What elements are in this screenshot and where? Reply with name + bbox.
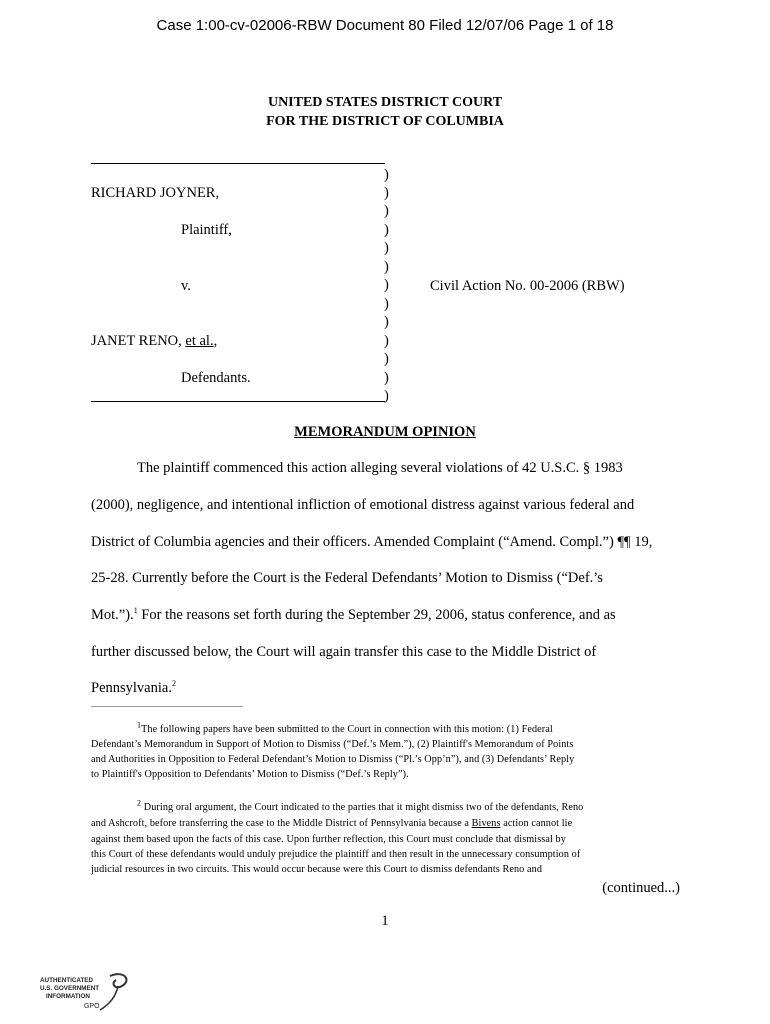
body-line (91, 680, 176, 697)
footnote-line: against them based upon the facts of this case. Upon further reflection, this Court must conclude that dismissal by (91, 834, 566, 845)
body-line-text: Mot.”). (91, 607, 134, 623)
defendant-comma: , (213, 333, 218, 349)
page-number: 1 (381, 913, 389, 929)
seal-line3: INFORMATION (46, 993, 90, 1000)
footnote-ref-1: 1 (133, 606, 138, 616)
gpo-authenticated-seal (40, 970, 132, 1014)
caption-paren: ) (384, 333, 389, 349)
seal-line4: GPO (84, 1003, 100, 1010)
continued-marker: (continued...) (602, 880, 680, 896)
footnote-line: to Plaintiff's Opposition to Defendants’ Motion to Dismiss (“Def.’s Reply”). (91, 769, 409, 780)
footnote-text: The following papers have been submitted to the Court in connection with this motion: (1) Federal (141, 724, 553, 735)
body-line: further discussed below, the Court will again transfer this case to the Middle District of (91, 644, 597, 660)
caption-paren: ) (384, 351, 389, 367)
caption-paren: ) (384, 277, 389, 293)
court-name-line2: FOR THE DISTRICT OF COLUMBIA (266, 114, 504, 129)
footnote-line (91, 818, 572, 829)
body-line (91, 607, 616, 624)
caption-paren: ) (384, 296, 389, 312)
footnote-ref-2: 2 (171, 679, 176, 689)
civil-action-number: Civil Action No. 00-2006 (RBW) (430, 278, 625, 294)
caption-top-rule (91, 163, 385, 164)
footnote-text: action cannot lie (500, 818, 573, 829)
plaintiff-name: RICHARD JOYNER, (91, 185, 220, 201)
footnote-text: During oral argument, the Court indicated to the parties that it might dismiss two of the defendants, Reno (141, 802, 584, 813)
document-header: Case 1:00-cv-02006-RBW Document 80 Filed 12/07/06 Page 1 of 18 (156, 17, 614, 34)
caption-paren: ) (384, 185, 389, 201)
caption-bottom-rule (91, 401, 385, 402)
caption-paren: ) (384, 259, 389, 275)
case-name-bivens: Bivens (471, 818, 501, 829)
body-line: (2000), negligence, and intentional infliction of emotional distress against various federal and (91, 497, 635, 513)
defendant-role: Defendants. (181, 370, 251, 386)
caption-paren: ) (384, 240, 389, 256)
footnote-text: and Ashcroft, before transferring the case to the Middle District of Pennsylvania because a (91, 818, 472, 829)
footnote-number: 2 (137, 798, 142, 808)
body-line-text: Pennsylvania. (91, 680, 172, 696)
caption-paren: ) (384, 370, 389, 386)
footnote-separator (91, 706, 243, 707)
caption-paren: ) (384, 388, 389, 404)
caption-paren: ) (384, 314, 389, 330)
footnote-line: this Court of these defendants would unduly prejudice the plaintiff and then result in the unnecessary consumption of (91, 849, 581, 860)
body-line-text: For the reasons set forth during the September 29, 2006, status conference, and as (137, 607, 616, 623)
footnote-line: judicial resources in two circuits. This would occur because were this Court to dismiss defendants Reno and (91, 864, 543, 875)
body-line: District of Columbia agencies and their officers. Amended Complaint (“Amend. Compl.”) ¶¶ 19, (91, 534, 653, 550)
body-line: The plaintiff commenced this action alleging several violations of 42 U.S.C. § 1983 (137, 460, 623, 476)
versus: v. (181, 278, 191, 294)
body-line: 25-28. Currently before the Court is the Federal Defendants’ Motion to Dismiss (“Def.’s (91, 570, 603, 586)
defendant-et-al: et al. (185, 333, 214, 349)
memorandum-title: MEMORANDUM OPINION (294, 424, 476, 440)
footnote-line (137, 798, 584, 813)
footnote-line: and Authorities in Opposition to Federal Defendant’s Motion to Dismiss (“Pl.’s Opp’n”), and (3) Defendants’ Reply (91, 754, 575, 765)
seal-line2: U.S. GOVERNMENT (40, 985, 100, 992)
seal-swoosh (110, 974, 126, 987)
footnote-line (137, 720, 553, 735)
caption-paren: ) (384, 222, 389, 238)
caption-paren: ) (384, 203, 389, 219)
caption-paren: ) (384, 167, 389, 183)
footnote-number: 1 (137, 720, 142, 730)
seal-tail (100, 986, 118, 1010)
seal-line1: AUTHENTICATED (40, 977, 94, 984)
plaintiff-role: Plaintiff, (181, 222, 232, 238)
court-name-line1: UNITED STATES DISTRICT COURT (267, 95, 503, 110)
defendant-name-text: JANET RENO, (91, 333, 182, 349)
defendant-name (91, 333, 217, 350)
footnote-line: Defendant’s Memorandum in Support of Motion to Dismiss (“Def.’s Mem.”), (2) Plaintiff's Memorandum of Points (91, 739, 574, 750)
